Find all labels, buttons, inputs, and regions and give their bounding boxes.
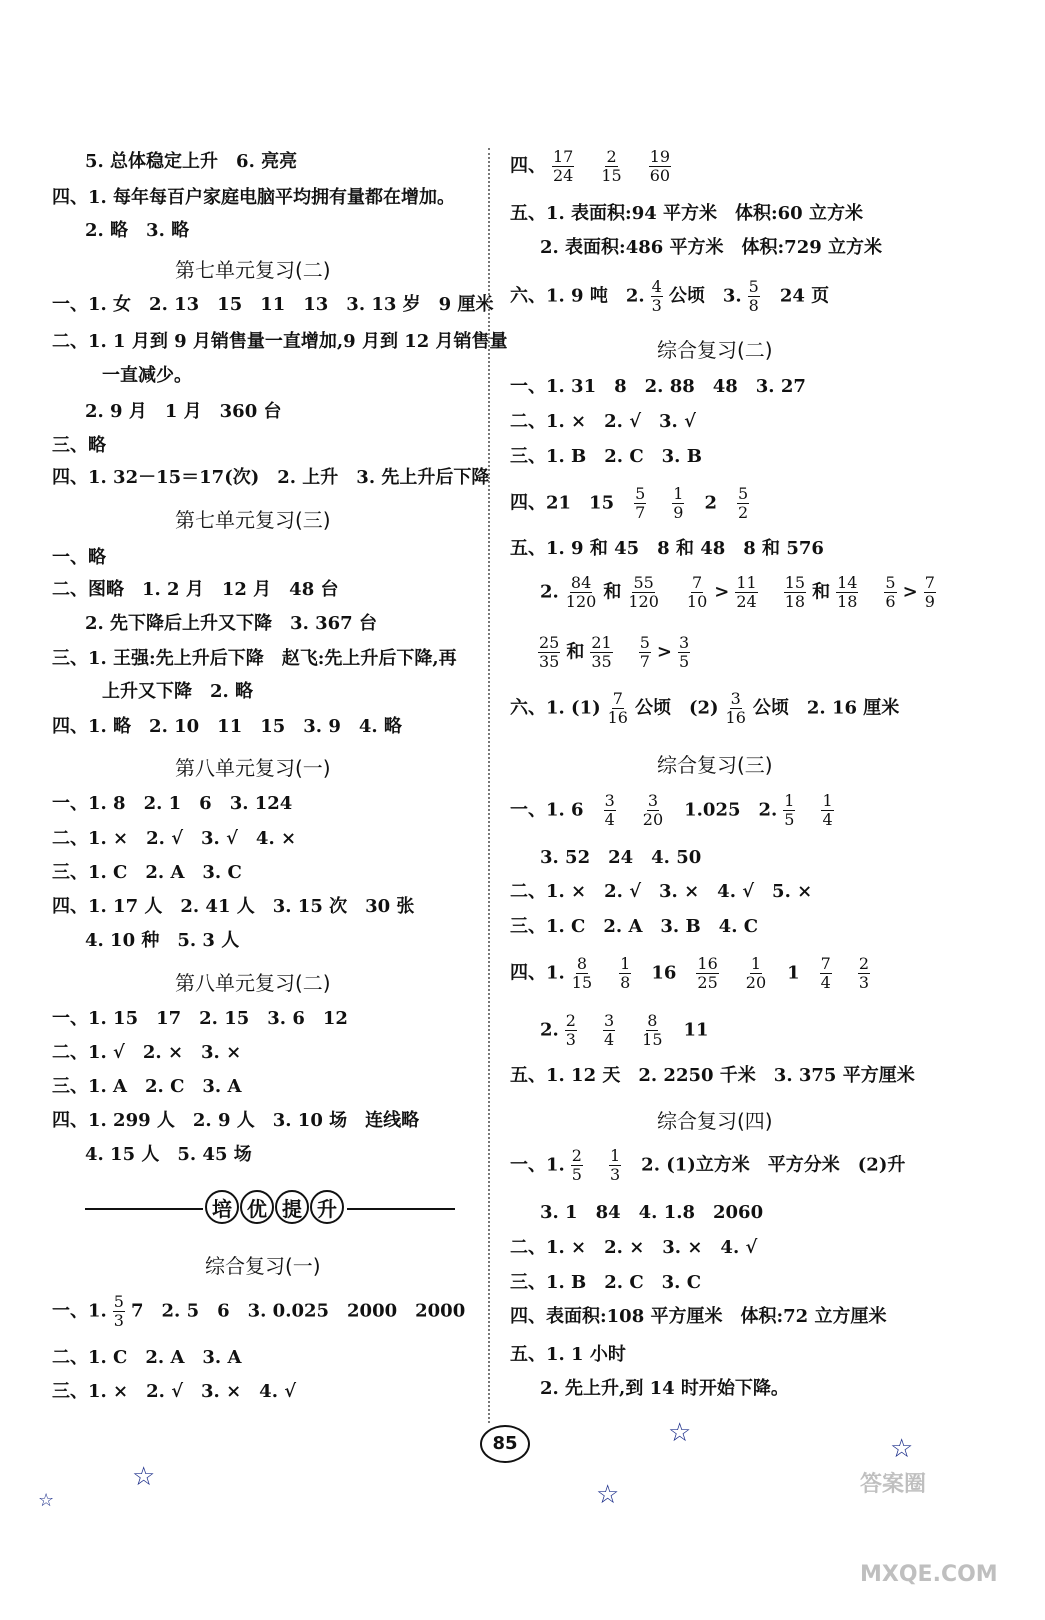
fraction: $\frac{15}{18}$ [784, 573, 806, 611]
fraction: $\frac{3}{20}$ [642, 791, 664, 829]
answer-line: 四、1. 299 人 2. 9 人 3. 10 场 连线略 [52, 1110, 420, 1131]
answer-line: 五、1. 9 和 45 8 和 48 8 和 576 [510, 538, 824, 559]
answer-line: 五、1. 1 小时 [510, 1344, 626, 1365]
section-title: 第七单元复习(三) [175, 508, 331, 532]
answer-line: 一、1. $\frac{2}{5}$ $\frac{1}{3}$ 2. (1)立方米 平方分米 (2)升 [510, 1146, 906, 1184]
answer-line: 4. 10 种 5. 3 人 [85, 930, 240, 951]
fraction: $\frac{25}{35}$ [539, 633, 560, 671]
star-icon: ☆ [38, 1490, 55, 1511]
answer-line: 上升又下降 2. 略 [102, 681, 254, 702]
fraction: $\frac{1}{3}$ [609, 1146, 621, 1184]
fraction: $\frac{19}{60}$ [649, 147, 671, 185]
section-banner [85, 1190, 455, 1226]
answer-line: 三、1. B 2. C 3. B [510, 446, 702, 467]
answer-line: 2. $\frac{84}{120}$ 和 $\frac{55}{120}$ $\frac{7}{10}$ > $\frac{11}{24}$ $\frac{15}{18}$ 和 $\frac{14}{18}$ $\frac{5}{6}$ > $\frac{7}{9}$ [540, 573, 935, 611]
answer-line: $\frac{25}{35}$ 和 $\frac{21}{35}$ $\frac{5}{7}$ > $\frac{3}{5}$ [539, 633, 690, 671]
fraction: $\frac{5}{6}$ [885, 573, 896, 611]
answer-line: 三、1. × 2. √ 3. × 4. √ [52, 1381, 297, 1402]
answer-line: 三、1. A 2. C 3. A [52, 1076, 242, 1097]
banner-char: 优 [240, 1190, 274, 1224]
answer-line: 2. 先上升,到 14 时开始下降。 [540, 1378, 789, 1399]
fraction: $\frac{5}{7}$ [639, 633, 650, 671]
answer-line: 三、1. C 2. A 3. B 4. C [510, 916, 759, 937]
fraction: $\frac{2}{3}$ [858, 954, 870, 992]
answer-line: 四、1. 每年每百户家庭电脑平均拥有量都在增加。 [52, 187, 456, 208]
answer-line: 2. 先下降后上升又下降 3. 367 台 [85, 613, 377, 634]
banner-char: 培 [205, 1190, 239, 1224]
answer-line: 一、1. $\frac{5}{3}$ 7 2. 5 6 3. 0.025 2000 2000 [52, 1292, 466, 1330]
answer-line: 二、1. √ 2. × 3. × [52, 1042, 242, 1063]
section-title: 综合复习(二) [657, 338, 773, 362]
fraction: $\frac{8}{15}$ [642, 1011, 663, 1049]
section-title: 第八单元复习(一) [175, 756, 331, 780]
answer-line: 四、1. 略 2. 10 11 15 3. 9 4. 略 [52, 716, 402, 737]
fraction: $\frac{84}{120}$ [565, 573, 597, 611]
column-divider [488, 148, 490, 1423]
answer-line: 三、1. 王强:先上升后下降 赵飞:先上升后下降,再 [52, 648, 457, 669]
answer-line: 一、略 [52, 547, 106, 568]
fraction: $\frac{2}{15}$ [601, 147, 622, 185]
answer-line: 3. 1 84 4. 1.8 2060 [540, 1202, 764, 1223]
section-title: 综合复习(一) [205, 1254, 321, 1278]
watermark: 答案圈 MXQE.COM [860, 1472, 998, 1587]
fraction: $\frac{1}{20}$ [745, 954, 767, 992]
answer-line: 四、表面积:108 平方厘米 体积:72 立方厘米 [510, 1306, 887, 1327]
answer-line: 一、1. 女 2. 13 15 11 13 3. 13 岁 9 厘米 [52, 294, 494, 315]
fraction: $\frac{3}{4}$ [603, 1011, 615, 1049]
fraction: $\frac{5}{3}$ [113, 1292, 124, 1330]
answer-line: 一、1. 6 $\frac{3}{4}$ $\frac{3}{20}$ 1.025 2. $\frac{1}{5}$ $\frac{1}{4}$ [510, 791, 833, 829]
answer-line: 五、1. 12 天 2. 2250 千米 3. 375 平方厘米 [510, 1065, 915, 1086]
answer-line: 三、略 [52, 435, 106, 456]
answer-line: 2. 略 3. 略 [85, 220, 190, 241]
fraction: $\frac{3}{4}$ [604, 791, 615, 829]
fraction: $\frac{3}{5}$ [679, 633, 690, 671]
fraction: $\frac{7}{10}$ [686, 573, 708, 611]
star-icon: ☆ [132, 1462, 156, 1492]
answer-line: 四、1. 32－15＝17(次) 2. 上升 3. 先上升后下降 [52, 467, 490, 488]
fraction: $\frac{2}{5}$ [571, 1146, 582, 1184]
fraction: $\frac{55}{120}$ [628, 573, 659, 611]
answer-line: 六、1. (1) $\frac{7}{16}$ 公顷 (2) $\frac{3}{16}$ 公顷 2. 16 厘米 [510, 689, 900, 727]
section-title: 综合复习(四) [657, 1109, 773, 1133]
answer-line: 二、图略 1. 2 月 12 月 48 台 [52, 579, 339, 600]
answer-line: 一直减少。 [102, 365, 192, 386]
answer-line: 二、1. × 2. √ 3. × 4. √ 5. × [510, 881, 813, 902]
fraction: $\frac{1}{8}$ [620, 954, 631, 992]
fraction: $\frac{1}{9}$ [673, 484, 684, 522]
fraction: $\frac{7}{9}$ [924, 573, 935, 611]
fraction: $\frac{3}{16}$ [725, 689, 746, 727]
answer-line: 2. 表面积:486 平方米 体积:729 立方米 [540, 237, 883, 258]
answer-line: 二、1. × 2. √ 3. √ [510, 411, 696, 432]
section-title: 综合复习(三) [657, 753, 773, 777]
answer-line: 四、 $\frac{17}{24}$ $\frac{2}{15}$ $\frac{19}{60}$ [510, 147, 671, 185]
fraction: $\frac{1}{4}$ [822, 791, 833, 829]
fraction: $\frac{16}{25}$ [697, 954, 718, 992]
answer-line: 二、1. × 2. × 3. × 4. √ [510, 1237, 758, 1258]
answer-line: 2. 9 月 1 月 360 台 [85, 401, 282, 422]
fraction: $\frac{7}{4}$ [820, 954, 831, 992]
star-icon: ☆ [890, 1434, 914, 1464]
answer-line: 五、1. 表面积:94 平方米 体积:60 立方米 [510, 203, 863, 224]
banner-rule-right [347, 1208, 455, 1210]
page-number: 85 [480, 1425, 530, 1463]
fraction: $\frac{17}{24}$ [553, 147, 574, 185]
section-title: 第七单元复习(二) [175, 258, 331, 282]
fraction: $\frac{21}{35}$ [591, 633, 612, 671]
banner-rule-left [85, 1208, 203, 1210]
answer-line: 六、1. 9 吨 2. $\frac{4}{3}$ 公顷 3. $\frac{5}{8}$ 24 页 [510, 277, 830, 315]
fraction: $\frac{1}{5}$ [784, 791, 795, 829]
fraction: $\frac{4}{3}$ [651, 277, 662, 315]
fraction: $\frac{5}{2}$ [738, 484, 749, 522]
fraction: $\frac{2}{3}$ [565, 1011, 576, 1049]
fraction: $\frac{7}{16}$ [607, 689, 628, 727]
answer-line: 4. 15 人 5. 45 场 [85, 1144, 252, 1165]
fraction: $\frac{5}{8}$ [748, 277, 759, 315]
answer-line: 二、1. × 2. √ 3. √ 4. × [52, 828, 297, 849]
answer-line: 一、1. 15 17 2. 15 3. 6 12 [52, 1008, 348, 1029]
answer-line: 四、21 15 $\frac{5}{7}$ $\frac{1}{9}$ 2 $\frac{5}{2}$ [510, 484, 749, 522]
answer-line: 5. 总体稳定上升 6. 亮亮 [85, 151, 298, 172]
fraction: $\frac{14}{18}$ [837, 573, 858, 611]
answer-line: 二、1. 1 月到 9 月销售量一直增加,9 月到 12 月销售量 [52, 331, 508, 352]
banner-char: 提 [275, 1190, 309, 1224]
fraction: $\frac{5}{7}$ [635, 484, 646, 522]
answer-line: 一、1. 31 8 2. 88 48 3. 27 [510, 376, 806, 397]
answer-line: 三、1. C 2. A 3. C [52, 862, 242, 883]
star-icon: ☆ [596, 1480, 620, 1510]
answer-line: 四、1. 17 人 2. 41 人 3. 15 次 30 张 [52, 896, 415, 917]
star-icon: ☆ [668, 1418, 692, 1448]
fraction: $\frac{8}{15}$ [571, 954, 593, 992]
answer-line: 2. $\frac{2}{3}$ $\frac{3}{4}$ $\frac{8}{15}$ 11 [540, 1011, 709, 1049]
answer-line: 一、1. 8 2. 1 6 3. 124 [52, 793, 293, 814]
answer-line: 三、1. B 2. C 3. C [510, 1272, 702, 1293]
answer-line: 3. 52 24 4. 50 [540, 847, 702, 868]
fraction: $\frac{11}{24}$ [736, 573, 757, 611]
banner-char: 升 [310, 1190, 344, 1224]
answer-line: 四、1. $\frac{8}{15}$ $\frac{1}{8}$ 16 $\frac{16}{25}$ $\frac{1}{20}$ 1 $\frac{7}{4}$ $\frac{2}{3}$ [510, 954, 870, 992]
answer-line: 二、1. C 2. A 3. A [52, 1347, 242, 1368]
section-title: 第八单元复习(二) [175, 971, 331, 995]
